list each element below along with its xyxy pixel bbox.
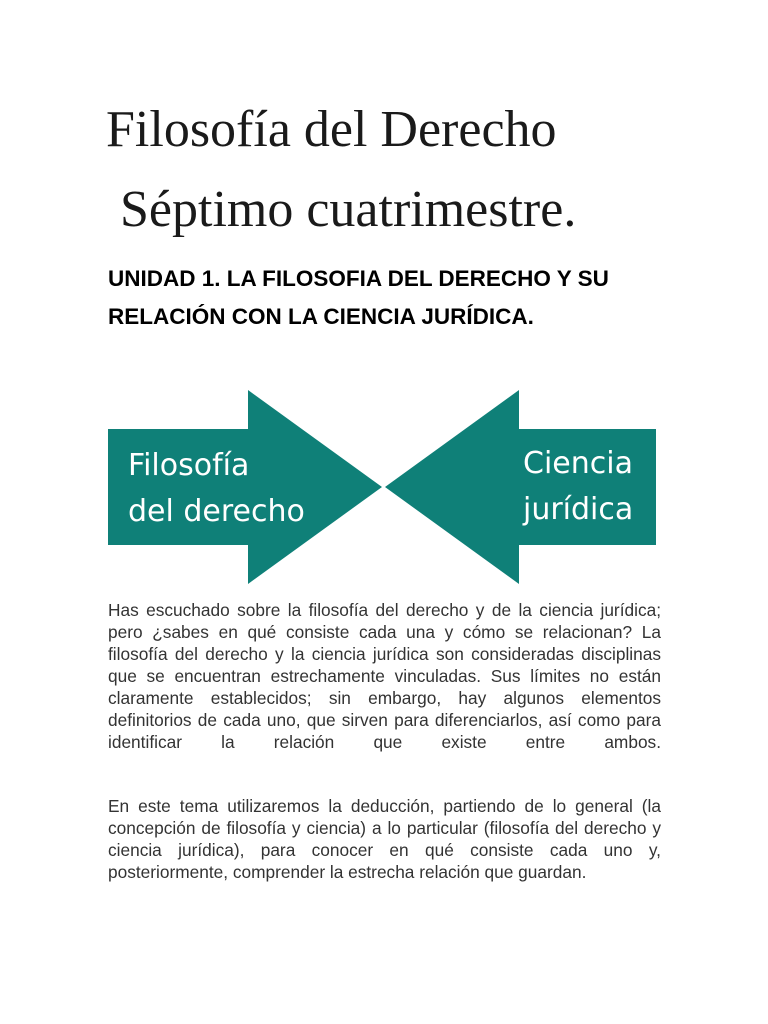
left-arrow-label-line2: del derecho (128, 494, 305, 529)
right-arrow-label-line1: Ciencia (523, 446, 633, 481)
right-arrow (385, 390, 656, 584)
unit-heading: UNIDAD 1. LA FILOSOFIA DEL DERECHO Y SU RELACIÓN CON LA CIENCIA JURÍDICA. (108, 266, 609, 329)
converging-arrows-diagram (108, 390, 660, 584)
left-arrow-label-line1: Filosofía (128, 448, 250, 483)
document-subtitle: Séptimo cuatrimestre. (120, 181, 577, 238)
intro-paragraph: Has escuchado sobre la filosofía del derecho y de la ciencia jurídica; pero ¿sabes en qué consiste cada una y cómo se relacionan? La filosofía del derecho y la ciencia jurídica son consideradas disciplinas que se encuentran estrechamente vinculadas. Sus límites no están claramente establecidos; sin embargo, hay algunos elementos definitorios de cada uno, que sirven para diferenciarlos, así como para identificar la relación que existe entre ambos. (108, 600, 661, 752)
document-title: Filosofía del Derecho (106, 101, 557, 158)
right-arrow-label-line2: jurídica (523, 492, 634, 527)
left-arrow (108, 390, 382, 584)
method-paragraph: En este tema utilizaremos la deducción, partiendo de lo general (la concepción de filosofía y ciencia) a lo particular (filosofía del derecho y ciencia jurídica), para conocer en qué consiste cada uno y, posteriormente, comprender la estrecha relación que guardan. (108, 796, 661, 882)
